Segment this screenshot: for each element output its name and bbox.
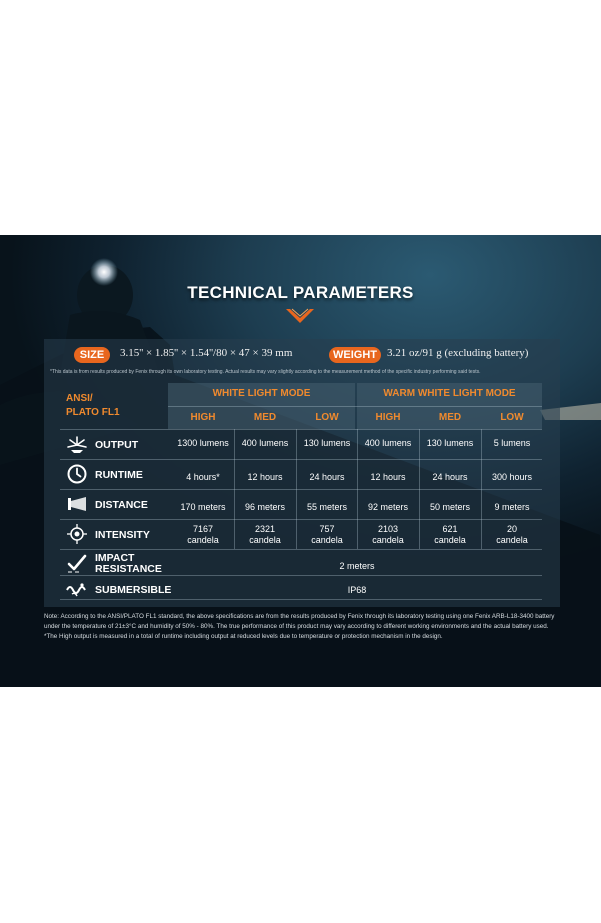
runtime-white-med: 12 hours bbox=[247, 472, 283, 482]
row-divider bbox=[60, 575, 542, 576]
row-divider bbox=[60, 519, 542, 520]
runtime-warm-med: 24 hours bbox=[432, 472, 468, 482]
row-divider bbox=[60, 549, 542, 550]
crosshair-icon bbox=[66, 523, 88, 545]
row-divider bbox=[60, 429, 542, 430]
level-warm-low: LOW bbox=[500, 412, 524, 423]
runtime-warm-high: 12 hours bbox=[370, 472, 406, 482]
distance-white-med: 96 meters bbox=[244, 502, 286, 512]
output-warm-low: 5 lumens bbox=[493, 438, 531, 448]
row-label-intensity: INTENSITY bbox=[95, 529, 150, 541]
row-divider bbox=[60, 599, 542, 600]
sun-burst-icon bbox=[66, 433, 88, 455]
white-light-mode-header: WHITE LIGHT MODE bbox=[212, 388, 311, 399]
output-white-low: 130 lumens bbox=[303, 438, 351, 448]
beam-distance-icon bbox=[66, 493, 88, 515]
distance-warm-high: 92 meters bbox=[367, 502, 409, 512]
footnote bbox=[44, 612, 564, 642]
level-white-high: HIGH bbox=[190, 412, 216, 423]
chevron-down-icon bbox=[284, 307, 316, 327]
size-badge: SIZE bbox=[74, 347, 110, 363]
weight-badge: WEIGHT bbox=[329, 347, 381, 363]
water-wave-icon bbox=[66, 578, 88, 600]
intensity-warm-med: 621 candela bbox=[434, 524, 466, 545]
output-white-med: 400 lumens bbox=[241, 438, 289, 448]
size-value: 3.15'' × 1.85'' × 1.54''/80 × 47 × 39 mm bbox=[120, 347, 293, 359]
level-warm-high: HIGH bbox=[375, 412, 401, 423]
output-white-high: 1300 lumens bbox=[177, 438, 229, 448]
distance-warm-med: 50 meters bbox=[429, 502, 471, 512]
clock-icon bbox=[66, 463, 88, 485]
runtime-white-high: 4 hours* bbox=[186, 472, 220, 482]
submersible-value: IP68 bbox=[347, 585, 367, 595]
row-label-output: OUTPUT bbox=[95, 439, 139, 451]
runtime-warm-low: 300 hours bbox=[491, 472, 533, 482]
row-divider bbox=[60, 489, 542, 490]
warm-light-mode-header: WARM WHITE LIGHT MODE bbox=[383, 388, 516, 399]
standard-label bbox=[66, 392, 166, 420]
distance-warm-low: 9 meters bbox=[494, 502, 530, 512]
output-warm-med: 130 lumens bbox=[426, 438, 474, 448]
size-weight-bar bbox=[44, 345, 560, 367]
row-label-impact-resistance: IMPACT RESISTANCE bbox=[95, 552, 162, 575]
row-label-runtime: RUNTIME bbox=[95, 469, 143, 481]
impact-resistance-value: 2 meters bbox=[339, 561, 375, 571]
impact-check-icon bbox=[66, 552, 88, 574]
distance-white-high: 170 meters bbox=[180, 502, 226, 512]
row-label-submersible: SUBMERSIBLE bbox=[95, 584, 172, 596]
header-divider bbox=[168, 406, 542, 407]
runtime-white-low: 24 hours bbox=[309, 472, 345, 482]
standard-text: ANSI/ PLATO FL1 bbox=[66, 393, 120, 418]
tech-params-panel bbox=[0, 235, 601, 687]
level-white-low: LOW bbox=[315, 412, 339, 423]
distance-white-low: 55 meters bbox=[306, 502, 348, 512]
page-title: TECHNICAL PARAMETERS bbox=[187, 283, 414, 302]
footnote-high-output: *The High output is measured in a total of runtime including output at reduced levels due to temperature or protection mechanism in the design. bbox=[44, 633, 443, 640]
weight-value: 3.21 oz/91 g (excluding battery) bbox=[387, 347, 529, 359]
output-warm-high: 400 lumens bbox=[364, 438, 412, 448]
level-warm-med: MED bbox=[438, 412, 462, 423]
intensity-warm-low: 20 candela bbox=[496, 524, 528, 545]
intensity-white-low: 757 candela bbox=[311, 524, 343, 545]
row-divider bbox=[60, 459, 542, 460]
footnote-standard: Note: According to the ANSI/PLATO FL1 standard, the above specifications are from the results produced by Fenix through its laboratory testing using one Fenix ARB-L18-3400 battery under the temperature of 21±3°C and humidity of 50% - 80%. The true performance of this product may vary according to different working environments and the actual battery used. bbox=[44, 613, 555, 630]
intensity-white-high: 7167 candela bbox=[187, 524, 219, 545]
intensity-white-med: 2321 candela bbox=[249, 524, 281, 545]
row-label-distance: DISTANCE bbox=[95, 499, 148, 511]
level-white-med: MED bbox=[253, 412, 277, 423]
disclaimer-text: *This data is from results produced by Fenix through its own laboratory testing. Actual results may vary slightly according to the measurement method of the specific industry performing said tests. bbox=[50, 369, 481, 375]
intensity-warm-high: 2103 candela bbox=[372, 524, 404, 545]
